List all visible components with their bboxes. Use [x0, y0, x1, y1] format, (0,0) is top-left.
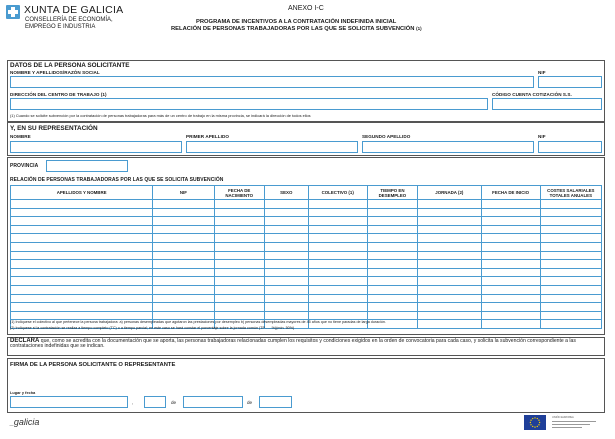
table-cell[interactable]	[264, 260, 308, 269]
col-nif: NIF	[153, 186, 214, 200]
table-cell[interactable]	[540, 217, 601, 226]
eu-star	[534, 417, 535, 418]
col-colectivo: COLECTIVO (1)	[308, 186, 367, 200]
subtitle-note: (1)	[416, 26, 422, 31]
table-cell[interactable]	[481, 260, 540, 269]
table-cell[interactable]	[264, 303, 308, 312]
eu-star	[534, 426, 535, 427]
table-cell[interactable]	[153, 225, 214, 234]
rep-nombre-label: NOMBRE	[10, 134, 31, 139]
table-cell[interactable]	[264, 234, 308, 243]
table-cell[interactable]	[540, 225, 601, 234]
table-cell[interactable]	[540, 200, 601, 209]
table-row	[11, 277, 602, 286]
rep-nombre-field[interactable]	[10, 141, 182, 153]
table-cell[interactable]	[214, 277, 264, 286]
de-label-2: de	[247, 400, 253, 405]
table-cell[interactable]	[540, 234, 601, 243]
rep-apellido2-label: SEGUNDO APELLIDO	[362, 134, 411, 139]
place-date-label: Lugar y fecha	[10, 391, 36, 395]
table-cell[interactable]	[418, 251, 481, 260]
eu-line-2	[552, 424, 590, 425]
year-field[interactable]	[259, 396, 292, 408]
table-cell[interactable]	[481, 251, 540, 260]
table-cell[interactable]	[11, 294, 153, 303]
table-cell[interactable]	[308, 208, 367, 217]
table-cell[interactable]	[308, 268, 367, 277]
section-solicitante-title: DATOS DE LA PERSONA SOLICITANTE	[10, 62, 130, 69]
rep-apellido2-field[interactable]	[362, 141, 534, 153]
table-cell[interactable]	[264, 242, 308, 251]
table-cell[interactable]	[11, 311, 153, 320]
table-row	[11, 303, 602, 312]
table-row	[11, 260, 602, 269]
table-cell[interactable]	[308, 251, 367, 260]
table-cell[interactable]	[481, 208, 540, 217]
table-cell[interactable]	[418, 217, 481, 226]
subtitle-text: RELACIÓN DE PERSONAS TRABAJADORAS POR LAS QUE SE SOLICITA SUBVENCIÓN	[171, 26, 415, 32]
table-row	[11, 285, 602, 294]
table-cell[interactable]	[308, 260, 367, 269]
table-row	[11, 217, 602, 226]
org-name: XUNTA DE GALICIA	[24, 4, 124, 16]
table-cell[interactable]	[308, 277, 367, 286]
table-row	[11, 294, 602, 303]
table-cell[interactable]	[418, 225, 481, 234]
rep-nif-label: NIF	[538, 134, 546, 139]
table-row	[11, 311, 602, 320]
day-field[interactable]	[144, 396, 166, 408]
table-cell[interactable]	[481, 217, 540, 226]
table-cell[interactable]	[367, 217, 417, 226]
address-label: DIRECCIÓN DEL CENTRO DE TRABAJO (1)	[10, 92, 107, 97]
table-cell[interactable]	[153, 260, 214, 269]
workers-table-header	[11, 186, 602, 200]
eu-flag	[524, 415, 546, 430]
table-cell[interactable]	[367, 285, 417, 294]
section-representante-title: Y, EN SU REPRESENTACIÓN	[10, 125, 98, 132]
firma-title: FIRMA DE LA PERSONA SOLICITANTE O REPRESENTANTE	[10, 362, 176, 368]
table-cell[interactable]	[540, 277, 601, 286]
table-cell[interactable]	[308, 225, 367, 234]
table-cell[interactable]	[153, 311, 214, 320]
table-cell[interactable]	[11, 268, 153, 277]
xunta-logo	[6, 5, 20, 19]
table-cell[interactable]	[214, 200, 264, 209]
rep-apellido1-label: PRIMER APELLIDO	[186, 134, 229, 139]
table-cell[interactable]	[418, 268, 481, 277]
table-cell[interactable]	[214, 242, 264, 251]
program-title: PROGRAMA DE INCENTIVOS A LA CONTRATACIÓN INDEFINIDA INICIAL	[196, 19, 397, 25]
table-cell[interactable]	[214, 234, 264, 243]
galicia-logo	[10, 417, 39, 427]
table-cell[interactable]	[153, 277, 214, 286]
table-cell[interactable]	[214, 225, 264, 234]
table-cell[interactable]	[11, 277, 153, 286]
place-field[interactable]	[10, 396, 128, 408]
table-cell[interactable]	[264, 294, 308, 303]
de-label-1: de	[171, 400, 177, 405]
relacion-title: RELACIÓN DE PERSONAS TRABAJADORAS POR LAS QUE SE SOLICITA SUBVENCIÓN	[10, 177, 224, 183]
col-costes: COSTES SALARIALES TOTALES ANUALES	[540, 186, 601, 200]
eu-star	[530, 424, 531, 425]
table-row	[11, 225, 602, 234]
relacion-note-2: (2) Indíquese si la contratación se realiza a tiempo completo (TC) o a tiempo parcial; en este caso se hará constar el porcentaje sobre la jornada común (TP.......%)(mín. 50%)	[10, 326, 295, 330]
table-row	[11, 268, 602, 277]
col-fecha-nacimiento: FECHA DE NACIMIENTO	[214, 186, 264, 200]
table-cell[interactable]	[367, 260, 417, 269]
table-cell[interactable]	[264, 251, 308, 260]
table-cell[interactable]	[214, 208, 264, 217]
table-cell[interactable]	[367, 311, 417, 320]
table-cell[interactable]	[540, 311, 601, 320]
month-field[interactable]	[183, 396, 243, 408]
table-cell[interactable]	[11, 200, 153, 209]
table-cell[interactable]	[367, 268, 417, 277]
eu-star	[539, 422, 540, 423]
table-cell[interactable]	[367, 303, 417, 312]
table-cell[interactable]	[481, 225, 540, 234]
rep-nif-field[interactable]	[538, 141, 602, 153]
table-cell[interactable]	[153, 251, 214, 260]
eu-star	[537, 426, 538, 427]
declara-word: DECLARA	[10, 338, 40, 344]
shield-icon	[6, 5, 20, 19]
table-cell[interactable]	[153, 242, 214, 251]
table-cell[interactable]	[264, 217, 308, 226]
table-cell[interactable]	[418, 242, 481, 251]
provincia-field[interactable]	[46, 160, 128, 172]
table-cell[interactable]	[540, 268, 601, 277]
galicia-logo-underscore: _	[10, 420, 14, 427]
table-cell[interactable]	[153, 200, 214, 209]
table-cell[interactable]	[214, 285, 264, 294]
table-cell[interactable]	[418, 303, 481, 312]
table-cell[interactable]	[153, 268, 214, 277]
eu-star	[537, 418, 538, 419]
table-cell[interactable]	[540, 294, 601, 303]
eu-star	[538, 424, 539, 425]
eu-star	[530, 422, 531, 423]
table-cell[interactable]	[153, 234, 214, 243]
table-cell[interactable]	[308, 311, 367, 320]
table-cell[interactable]	[481, 268, 540, 277]
table-cell[interactable]	[481, 277, 540, 286]
table-cell[interactable]	[367, 242, 417, 251]
eu-line-1	[552, 421, 596, 422]
table-cell[interactable]	[214, 294, 264, 303]
galicia-logo-text: galicia	[13, 417, 40, 427]
table-cell[interactable]	[308, 200, 367, 209]
table-cell[interactable]	[540, 320, 601, 329]
table-cell[interactable]	[214, 217, 264, 226]
table-cell[interactable]	[11, 208, 153, 217]
eu-star	[532, 418, 533, 419]
table-cell[interactable]	[11, 217, 153, 226]
declara-body: que, como se acredita con la documentación que se aporta, las personas trabajadoras relacionadas cumplen los requisitos y condiciones exigidos en la orden de convocatoria para cada caso, y solicita la subvención correspondiente a las contrataciones indefinidas que se indican.	[10, 338, 576, 350]
table-cell[interactable]	[540, 303, 601, 312]
table-cell[interactable]	[214, 260, 264, 269]
table-cell[interactable]	[418, 200, 481, 209]
table-cell[interactable]	[308, 294, 367, 303]
table-row	[11, 200, 602, 209]
workers-table	[10, 185, 602, 329]
table-cell[interactable]	[308, 285, 367, 294]
table-cell[interactable]	[153, 217, 214, 226]
table-cell[interactable]	[367, 225, 417, 234]
table-cell[interactable]	[264, 268, 308, 277]
rep-apellido1-field[interactable]	[186, 141, 358, 153]
table-row	[11, 208, 602, 217]
table-cell[interactable]	[367, 277, 417, 286]
table-cell[interactable]	[481, 234, 540, 243]
table-cell[interactable]	[540, 208, 601, 217]
eu-star	[530, 420, 531, 421]
table-row	[11, 251, 602, 260]
nif-label: NIF	[538, 70, 546, 75]
table-cell[interactable]	[153, 285, 214, 294]
eu-flag-icon	[524, 415, 546, 430]
address-note: (1) Cuando se solicite subvención por la contratación de personas trabajadoras para más de un centro de trabajo en la misma provincia, se indicará la dirección de todos ellos	[10, 113, 311, 118]
eu-line-3	[552, 427, 582, 428]
table-cell[interactable]	[153, 294, 214, 303]
table-cell[interactable]	[153, 303, 214, 312]
table-cell[interactable]	[418, 294, 481, 303]
table-cell[interactable]	[540, 251, 601, 260]
table-cell[interactable]	[418, 234, 481, 243]
col-sexo: SEXO	[264, 186, 308, 200]
table-cell[interactable]	[214, 251, 264, 260]
table-cell[interactable]	[481, 294, 540, 303]
table-cell[interactable]	[308, 234, 367, 243]
subtitle	[171, 26, 422, 32]
table-cell[interactable]	[11, 303, 153, 312]
table-cell[interactable]	[481, 303, 540, 312]
table-cell[interactable]	[367, 234, 417, 243]
table-cell[interactable]	[481, 320, 540, 329]
table-cell[interactable]	[214, 268, 264, 277]
table-cell[interactable]	[11, 251, 153, 260]
table-cell[interactable]	[367, 208, 417, 217]
table-cell[interactable]	[367, 294, 417, 303]
table-cell[interactable]	[264, 277, 308, 286]
name-field[interactable]	[10, 76, 534, 88]
table-cell[interactable]	[214, 311, 264, 320]
table-cell[interactable]	[308, 217, 367, 226]
table-cell[interactable]	[11, 285, 153, 294]
eu-star	[538, 420, 539, 421]
table-cell[interactable]	[481, 285, 540, 294]
provincia-label: PROVINCIA	[10, 163, 39, 169]
table-cell[interactable]	[367, 251, 417, 260]
table-cell[interactable]	[214, 303, 264, 312]
table-cell[interactable]	[418, 277, 481, 286]
ccc-label: CÓDIGO CUENTA COTIZACIÓN S.S.	[492, 92, 572, 97]
table-cell[interactable]	[264, 311, 308, 320]
col-jornada: JORNADA (2)	[418, 186, 481, 200]
table-cell[interactable]	[540, 285, 601, 294]
table-cell[interactable]	[481, 242, 540, 251]
table-cell[interactable]	[264, 200, 308, 209]
table-row	[11, 234, 602, 243]
ccc-field[interactable]	[492, 98, 602, 110]
table-cell[interactable]	[264, 285, 308, 294]
dept-line-2: EMPREGO E INDUSTRIA	[25, 24, 96, 30]
table-cell[interactable]	[481, 200, 540, 209]
table-cell[interactable]	[264, 225, 308, 234]
table-row	[11, 242, 602, 251]
table-cell[interactable]	[11, 225, 153, 234]
nif-field[interactable]	[538, 76, 602, 88]
table-cell[interactable]	[308, 242, 367, 251]
eu-label: UNIÓN EUROPEA	[552, 416, 574, 419]
table-cell[interactable]	[481, 311, 540, 320]
table-cell[interactable]	[11, 242, 153, 251]
table-cell[interactable]	[418, 260, 481, 269]
table-cell[interactable]	[418, 208, 481, 217]
declara-text	[10, 339, 602, 350]
table-cell[interactable]	[418, 320, 481, 329]
dept-line-1: CONSELLERÍA DE ECONOMÍA,	[25, 17, 113, 23]
relacion-note-1: (1) Indíquese el colectivo al que pertenece la persona trabajadora: a) personas desempleadas que agotaron las prestaciones por desempleo b) personas desempleadas mayores de 45 años que no tiene paradas de larga duración.	[10, 320, 386, 324]
table-cell[interactable]	[264, 208, 308, 217]
eu-text	[552, 416, 602, 428]
annex-title: ANEXO I-C	[288, 5, 324, 12]
table-cell[interactable]	[367, 200, 417, 209]
table-cell[interactable]	[308, 303, 367, 312]
table-cell[interactable]	[11, 234, 153, 243]
name-label: NOMBRE Y APELLIDOS/RAZÓN SOCIAL	[10, 70, 100, 75]
table-cell[interactable]	[418, 285, 481, 294]
table-cell[interactable]	[540, 242, 601, 251]
table-cell[interactable]	[153, 208, 214, 217]
table-cell[interactable]	[11, 260, 153, 269]
col-apellidos: APELLIDOS Y NOMBRE	[11, 186, 153, 200]
address-field[interactable]	[10, 98, 488, 110]
table-cell[interactable]	[418, 311, 481, 320]
eu-star	[532, 426, 533, 427]
col-fecha-inicio: FECHA DE INICIO	[481, 186, 540, 200]
workers-table-body	[11, 200, 602, 329]
col-tiempo-desempleo: TIEMPO EN DESEMPLEO	[367, 186, 417, 200]
comma-separator: ,	[132, 400, 134, 405]
table-cell[interactable]	[540, 260, 601, 269]
